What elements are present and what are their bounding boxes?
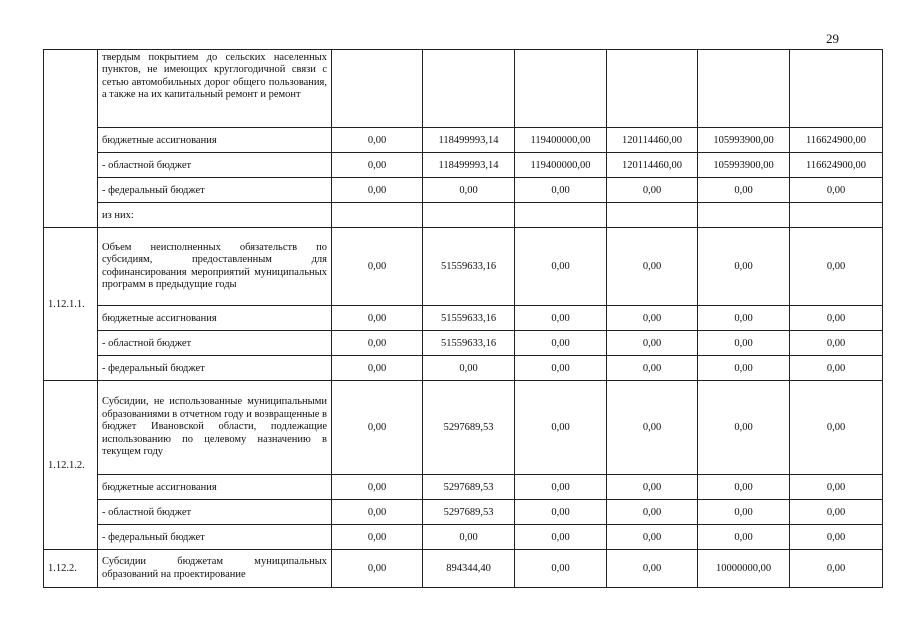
value-cell: 0,00: [515, 356, 607, 381]
row-description: Объем неисполненных обязательств по субсидиям, предоставленным для софинансирования мероприятий муниципальных программ в предыдущие годы: [98, 228, 332, 306]
value-cell: [790, 203, 883, 228]
row-code: 1.12.2.: [44, 550, 98, 588]
value-cell: 0,00: [790, 356, 883, 381]
value-cell: 51559633,16: [423, 331, 515, 356]
value-cell: [515, 203, 607, 228]
table-body: [44, 50, 883, 588]
table-row: [44, 306, 883, 331]
value-cell: [423, 203, 515, 228]
value-cell: 0,00: [515, 550, 607, 588]
value-cell: 119400000,00: [515, 128, 607, 153]
value-cell: 0,00: [515, 331, 607, 356]
row-description: бюджетные ассигнования: [98, 306, 332, 331]
value-cell: 0,00: [332, 331, 423, 356]
value-cell: 0,00: [423, 356, 515, 381]
value-cell: [332, 203, 423, 228]
row-description: твердым покрытием до сельских населенных пунктов, не имеющих круглогодичной связи с сетью автомобильных дорог общего пользования, а также на их капитальный ремонт и ремонт: [98, 50, 332, 128]
row-description: бюджетные ассигнования: [98, 475, 332, 500]
value-cell: 0,00: [607, 228, 698, 306]
value-cell: 116624900,00: [790, 153, 883, 178]
table-row: [44, 331, 883, 356]
value-cell: [790, 50, 883, 128]
table-row: [44, 475, 883, 500]
table-row: [44, 356, 883, 381]
value-cell: 0,00: [515, 381, 607, 475]
value-cell: 5297689,53: [423, 475, 515, 500]
value-cell: 0,00: [423, 525, 515, 550]
value-cell: 0,00: [698, 381, 790, 475]
value-cell: 0,00: [790, 525, 883, 550]
value-cell: 0,00: [790, 550, 883, 588]
value-cell: 5297689,53: [423, 381, 515, 475]
table-row: [44, 500, 883, 525]
table-row: [44, 550, 883, 588]
value-cell: 0,00: [607, 381, 698, 475]
value-cell: 0,00: [515, 178, 607, 203]
value-cell: 0,00: [515, 500, 607, 525]
value-cell: 0,00: [332, 228, 423, 306]
row-description: - областной бюджет: [98, 153, 332, 178]
row-description: - областной бюджет: [98, 331, 332, 356]
value-cell: 120114460,00: [607, 153, 698, 178]
row-code: 1.12.1.2.: [44, 381, 98, 550]
value-cell: 0,00: [332, 500, 423, 525]
value-cell: 0,00: [515, 306, 607, 331]
value-cell: 0,00: [332, 178, 423, 203]
value-cell: [332, 50, 423, 128]
value-cell: 0,00: [607, 550, 698, 588]
page-number: 29: [826, 31, 839, 46]
budget-table: [43, 49, 883, 588]
value-cell: 0,00: [607, 525, 698, 550]
value-cell: 0,00: [698, 228, 790, 306]
value-cell: 0,00: [332, 153, 423, 178]
row-description: - федеральный бюджет: [98, 525, 332, 550]
value-cell: 0,00: [790, 500, 883, 525]
value-cell: 5297689,53: [423, 500, 515, 525]
row-code: 1.12.1.1.: [44, 228, 98, 381]
value-cell: [698, 50, 790, 128]
value-cell: 0,00: [607, 475, 698, 500]
row-description: - федеральный бюджет: [98, 178, 332, 203]
row-description: из них:: [98, 203, 332, 228]
value-cell: 0,00: [607, 306, 698, 331]
table-row: [44, 203, 883, 228]
row-description: - федеральный бюджет: [98, 356, 332, 381]
value-cell: 119400000,00: [515, 153, 607, 178]
value-cell: 0,00: [607, 331, 698, 356]
value-cell: 0,00: [607, 500, 698, 525]
value-cell: 51559633,16: [423, 228, 515, 306]
row-description: бюджетные ассигнования: [98, 128, 332, 153]
value-cell: 0,00: [515, 525, 607, 550]
value-cell: 0,00: [790, 228, 883, 306]
value-cell: 0,00: [423, 178, 515, 203]
value-cell: 51559633,16: [423, 306, 515, 331]
value-cell: 0,00: [698, 475, 790, 500]
table-row: [44, 50, 883, 128]
value-cell: 10000000,00: [698, 550, 790, 588]
table-row: [44, 178, 883, 203]
value-cell: 0,00: [698, 500, 790, 525]
value-cell: 0,00: [607, 356, 698, 381]
row-description: Субсидии бюджетам муниципальных образований на проектирование: [98, 550, 332, 588]
value-cell: 0,00: [698, 178, 790, 203]
value-cell: 120114460,00: [607, 128, 698, 153]
table-row: [44, 381, 883, 475]
value-cell: 0,00: [790, 306, 883, 331]
value-cell: 0,00: [698, 525, 790, 550]
value-cell: 0,00: [332, 356, 423, 381]
value-cell: [607, 203, 698, 228]
table-row: [44, 128, 883, 153]
value-cell: 0,00: [332, 128, 423, 153]
value-cell: 0,00: [332, 550, 423, 588]
value-cell: 105993900,00: [698, 128, 790, 153]
value-cell: 0,00: [332, 381, 423, 475]
table-row: [44, 228, 883, 306]
value-cell: [607, 50, 698, 128]
value-cell: 0,00: [607, 178, 698, 203]
row-description: Субсидии, не использованные муниципальными образованиями в отчетном году и возвращенные в бюджет Ивановской области, подлежащие использованию по целевому назначению в текущем году: [98, 381, 332, 475]
row-code: [44, 50, 98, 228]
table-row: [44, 525, 883, 550]
value-cell: 0,00: [698, 356, 790, 381]
value-cell: [698, 203, 790, 228]
value-cell: 105993900,00: [698, 153, 790, 178]
value-cell: [423, 50, 515, 128]
value-cell: 116624900,00: [790, 128, 883, 153]
value-cell: 0,00: [790, 381, 883, 475]
value-cell: 0,00: [515, 475, 607, 500]
value-cell: 118499993,14: [423, 153, 515, 178]
value-cell: 118499993,14: [423, 128, 515, 153]
value-cell: 0,00: [790, 475, 883, 500]
value-cell: [515, 50, 607, 128]
value-cell: 0,00: [698, 306, 790, 331]
value-cell: 0,00: [790, 331, 883, 356]
value-cell: 0,00: [332, 306, 423, 331]
value-cell: 0,00: [790, 178, 883, 203]
table-row: [44, 153, 883, 178]
row-description: - областной бюджет: [98, 500, 332, 525]
value-cell: 0,00: [698, 331, 790, 356]
value-cell: 0,00: [332, 525, 423, 550]
value-cell: 894344,40: [423, 550, 515, 588]
value-cell: 0,00: [515, 228, 607, 306]
value-cell: 0,00: [332, 475, 423, 500]
